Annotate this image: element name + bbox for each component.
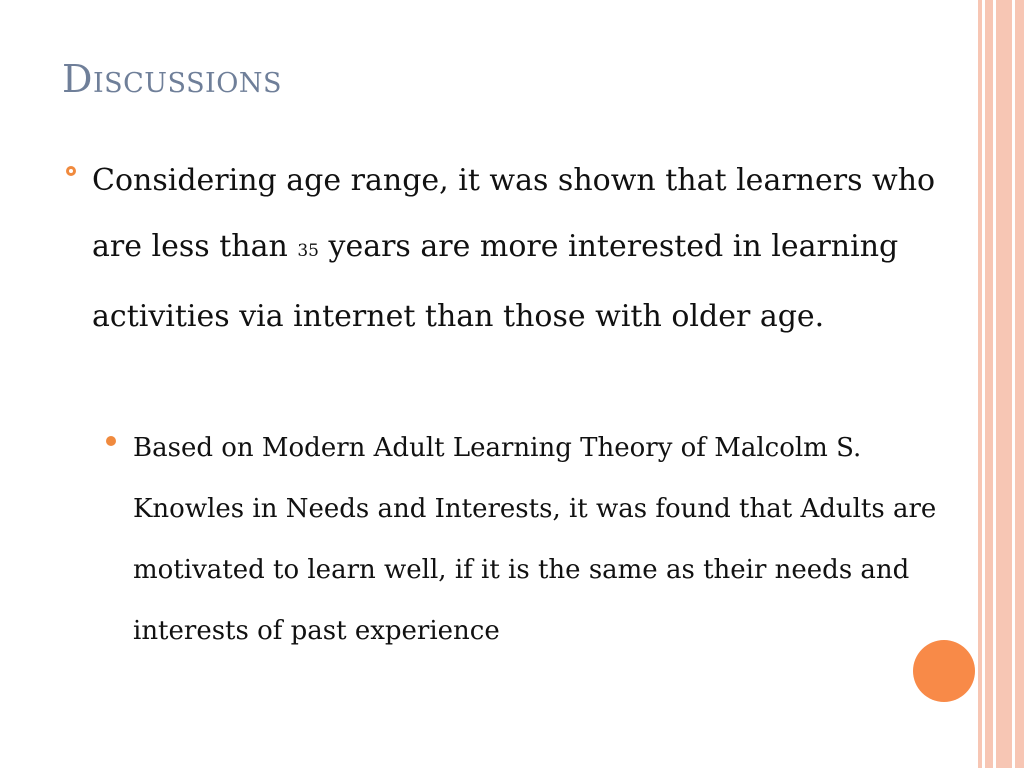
circle-bullet-icon [66,166,76,176]
bullet-1-number: 35 [297,241,319,261]
bullet-1-before: Considering age range, it was shown that learners who are less than [92,163,936,264]
slide-title: Discussions [62,57,282,101]
orange-circle-decoration [913,640,975,702]
bullet-1-after: years are more interested in learning activities via internet than those with older age. [92,229,899,334]
dot-bullet-icon [106,436,116,446]
border-stripe [1015,0,1024,768]
border-stripe [996,0,1012,768]
border-stripe [978,0,982,768]
bullet-text-2: Based on Modern Adult Learning Theory of Malcolm S. Knowles in Needs and Interests, it was found that Adults are motivated to learn well, if it is the same as their needs and interests of past experience [133,433,937,646]
border-stripe [985,0,993,768]
bullet-text-1 [92,148,972,350]
